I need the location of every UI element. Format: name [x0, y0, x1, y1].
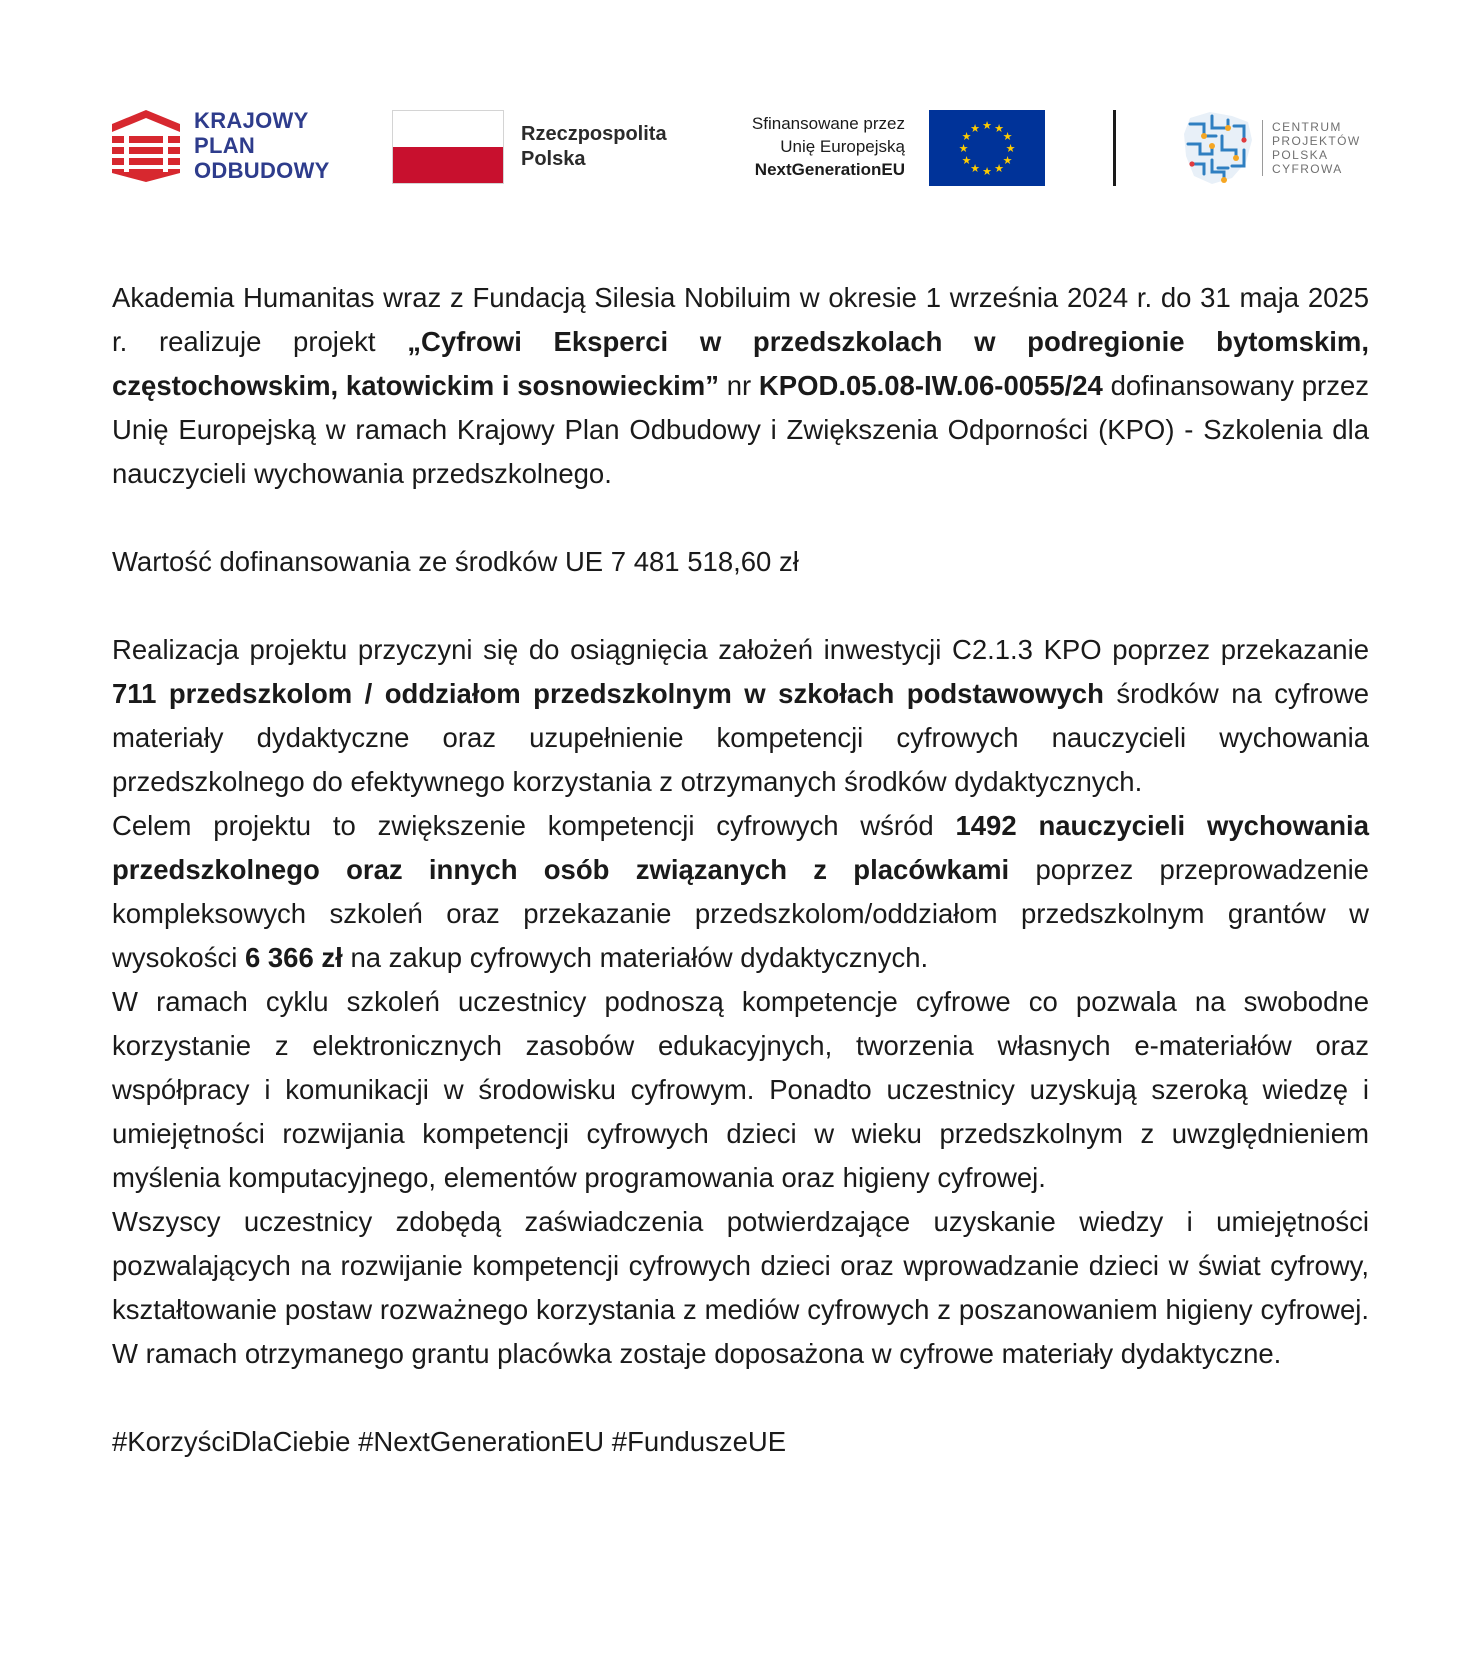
svg-text:★: ★ [961, 154, 972, 167]
intro-text-b: nr [719, 370, 759, 401]
goal-paragraph [112, 804, 1369, 980]
svg-text:★: ★ [970, 122, 980, 135]
svg-text:★: ★ [958, 142, 969, 155]
eu-funding-logo [720, 110, 1045, 186]
kpo-emblem-icon [112, 110, 180, 182]
funding-value-paragraph: Wartość dofinansowania ze środków UE 7 481 518,60 zł [112, 546, 799, 577]
goal-text-c: na zakup cyfrowych materiałów dydaktycznych. [342, 942, 929, 973]
rzeczpospolita-wordmark [521, 122, 667, 172]
intro-text-a: Akademia Humanitas wraz z Fundacją Silesia Nobiluim w okresie 1 września 2024 r. do 31 maja 2025 r. realizuje projekt [112, 282, 1369, 357]
svg-text:★: ★ [970, 162, 980, 175]
preschool-count: 711 przedszkolom / oddziałom przedszkolnym w szkołach podstawowych [112, 678, 1104, 709]
eu-line-3: NextGenerationEU [754, 160, 905, 179]
eu-flag-icon [929, 110, 1045, 186]
intro-text-c: dofinansowany przez Unię Europejską w ramach Krajowy Plan Odbudowy i Zwiększenia Odporności (KPO) - Szkolenia dla nauczycieli wychowania przedszkolnego. [112, 370, 1370, 489]
eu-funding-text [752, 112, 905, 181]
goal-text-b: poprzez przeprowadzenie kompleksowych szkoleń oraz przekazanie przedszkolom/oddziałom przedszkolnym grantów w wysokości [112, 854, 1369, 973]
cppc-line-4: CYFROWA [1272, 162, 1343, 176]
kpo-line-1: KRAJOWY [194, 108, 309, 133]
cppc-line-2: PROJEKTÓW [1272, 134, 1361, 148]
svg-text:★: ★ [982, 119, 992, 132]
kpo-line-2: PLAN [194, 133, 256, 158]
hashtags: #KorzyściDlaCiebie #NextGenerationEU #FunduszeUE [112, 1426, 787, 1457]
project-intro-paragraph [112, 276, 1369, 496]
cppc-line-3: POLSKA [1272, 148, 1329, 162]
cppc-wordmark [1262, 120, 1361, 176]
investment-paragraph [112, 628, 1369, 804]
eu-line-2: Unię Europejską [780, 137, 905, 156]
kpo-logo [112, 108, 352, 186]
svg-text:★: ★ [1002, 154, 1013, 167]
grant-amount: 6 366 zł [244, 942, 343, 973]
investment-text-b: środków na cyfrowe materiały dydaktyczne oraz uzupełnienie kompetencji cyfrowych nauczycieli wychowania przedszkolnego do efektywnego korzystania z otrzymanych środków dydaktycznych. [112, 678, 1370, 797]
eu-line-1: Sfinansowane przez [751, 114, 905, 133]
rp-line-2: Polska [521, 148, 586, 170]
kpo-wordmark [194, 108, 330, 183]
investment-text-a: Realizacja projektu przyczyni się do osiągnięcia założeń inwestycji C2.1.3 KPO poprzez przekazanie [112, 634, 1369, 665]
poland-flag-icon [392, 110, 504, 184]
document-body [112, 276, 1369, 1464]
training-paragraph: W ramach cyklu szkoleń uczestnicy podnoszą kompetencje cyfrowe co pozwala na swobodne korzystanie z elektronicznych zasobów edukacyjnych, tworzenia własnych e-materiałów oraz współpracy i komunikacji w środowisku cyfrowym. Ponadto uczestnicy uzyskują szeroką wiedzę i umiejętności rozwijania kompetencji cyfrowych dzieci w wieku przedszkolnym z uwzględnieniem myślenia komputacyjnego, elementów programowania oraz higieny cyfrowej. [112, 986, 1369, 1193]
svg-text:★: ★ [994, 122, 1004, 135]
svg-text:★: ★ [961, 130, 972, 143]
svg-text:★: ★ [1002, 130, 1013, 143]
rzeczpospolita-logo [392, 110, 672, 186]
teacher-count: 1492 nauczycieli wychowania przedszkolnego oraz innych osób związanych z placówkami [112, 810, 1369, 885]
rp-line-1: Rzeczpospolita [521, 123, 667, 145]
cppc-line-1: CENTRUM [1272, 120, 1342, 134]
project-title: „Cyfrowi Eksperci w przedszkolach w podregionie bytomskim, częstochowskim, katowickim i sosnowieckim” [112, 326, 1369, 401]
certificate-paragraph: Wszyscy uczestnicy zdobędą zaświadczenia potwierdzające uzyskanie wiedzy i umiejętności pozwalających na rozwijanie kompetencji cyfrowych dzieci oraz wprowadzanie dzieci w świat cyfrowy, kształtowanie postaw rozważnego korzystania z mediów cyfrowych z poszanowaniem higieny cyfrowej. W ramach otrzymanego grantu placówka zostaje doposażona w cyfrowe materiały dydaktyczne. [112, 1206, 1369, 1369]
cppc-map-icon [1182, 110, 1254, 186]
svg-text:★: ★ [994, 162, 1004, 175]
cppc-logo [1182, 110, 1382, 186]
kpo-line-3: ODBUDOWY [194, 158, 330, 183]
goal-text-a: Celem projektu to zwiększenie kompetencji cyfrowych wśród [112, 810, 956, 841]
logo-divider [1113, 110, 1116, 186]
svg-text:★: ★ [1005, 142, 1016, 155]
logo-bar [0, 0, 1477, 200]
svg-text:★: ★ [982, 165, 992, 178]
project-number: KPOD.05.08-IW.06-0055/24 [758, 370, 1103, 401]
